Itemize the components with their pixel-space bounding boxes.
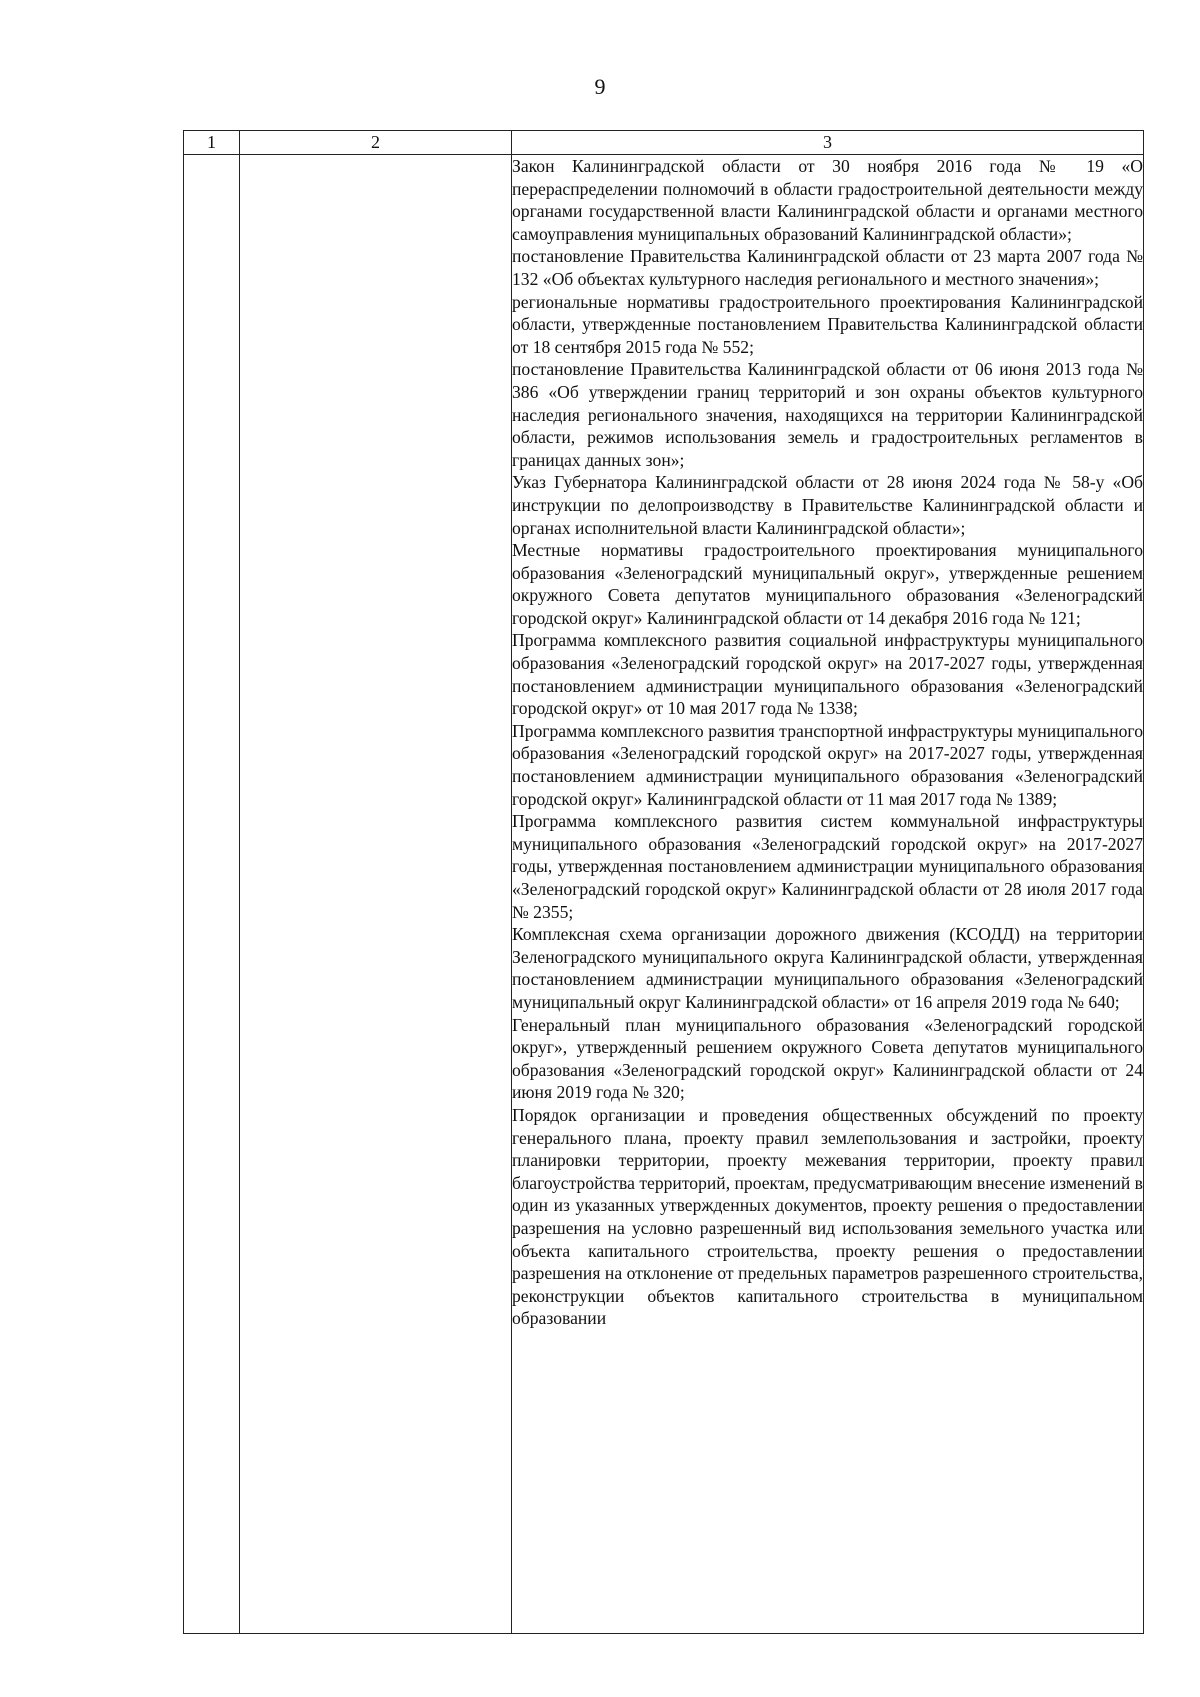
- legal-act-item: региональные нормативы градостроительного проектирования Калининградской области, утвержденные постановлением Правительства Калининградской области от 18 сентября 2015 года № 552;: [512, 291, 1143, 357]
- document-table: [183, 130, 1144, 1634]
- column-header-2: 2: [240, 131, 512, 155]
- table-row: [184, 155, 1144, 1634]
- column-header-1: 1: [184, 131, 240, 155]
- legal-act-item: Генеральный план муниципального образования «Зеленоградский городской округ», утвержденный решением окружного Совета депутатов муниципального образования «Зеленоградский городской округ» Калининградской области от 24 июня 2019 года № 320;: [512, 1014, 1143, 1103]
- cell-col-3: [512, 155, 1144, 1634]
- legal-act-item: Программа комплексного развития социальной инфраструктуры муниципального образования «Зеленоградский городской округ» на 2017-2027 годы, утвержденная постановлением администрации муниципального образования «Зеленоградский городской округ» от 10 мая 2017 года № 1338;: [512, 630, 1143, 719]
- legal-act-item: Закон Калининградской области от 30 ноября 2016 года № 19 «О перераспределении полномочий в области градостроительной деятельности между органами государственной власти Калининградской области и органами местного самоуправления муниципальных образований Калининградской области»;: [512, 156, 1143, 244]
- column-header-3: 3: [512, 131, 1144, 155]
- legal-act-item: постановление Правительства Калининградской области от 23 марта 2007 года № 132 «Об объектах культурного наследия регионального и местного значения»;: [512, 246, 1143, 289]
- legal-act-item: Программа комплексного развития систем коммунальной инфраструктуры муниципального образования «Зеленоградский городской округ» на 2017-2027 годы, утвержденная постановлением администрации муниципального образования «Зеленоградский городской округ» Калининградской области от 28 июля 2017 года № 2355;: [512, 811, 1143, 922]
- table-header-row: [184, 131, 1144, 155]
- legal-act-item: постановление Правительства Калининградской области от 06 июня 2013 года № 386 «Об утверждении границ территорий и зон охраны объектов культурного наследия регионального значения, находящихся на территории Калининградской области, режимов использования земель и градостроительных регламентов в границах данных зон»;: [512, 359, 1143, 470]
- legal-act-item: Порядок организации и проведения общественных обсуждений по проекту генерального плана, проекту правил землепользования и застройки, проекту планировки территории, проекту межевания территории, проекту правил благоустройства территорий, проектам, предусматривающим внесение изменений в один из указанных утвержденных документов, проекту решения о предоставлении разрешения на условно разрешенный вид использования земельного участка или объекта капитального строительства, проекту решения о предоставлении разрешения на отклонение от предельных параметров разрешенного строительства, реконструкции объектов капитального строительства в муниципальном образовании: [512, 1104, 1143, 1329]
- legal-act-item: Местные нормативы градостроительного проектирования муниципального образования «Зеленоградский муниципальный округ», утвержденные решением окружного Совета депутатов муниципального образования «Зеленоградский городской округ» Калининградской области от 14 декабря 2016 года № 121;: [512, 540, 1143, 628]
- page-number: 9: [594, 74, 606, 99]
- legal-act-item: Программа комплексного развития транспортной инфраструктуры муниципального образования «Зеленоградский городской округ» на 2017-2027 годы, утвержденная постановлением администрации муниципального образования «Зеленоградский городской округ» Калининградской области от 11 мая 2017 года № 1389;: [512, 720, 1143, 809]
- legal-act-item: Указ Губернатора Калининградской области от 28 июня 2024 года № 58-у «Об инструкции по делопроизводству в Правительстве Калининградской области и органах исполнительной власти Калининградской области»;: [512, 472, 1143, 538]
- cell-col-1: [184, 155, 240, 1634]
- legal-act-item: Комплексная схема организации дорожного движения (КСОДД) на территории Зеленоградского муниципального округа Калининградской области, утвержденная постановлением администрации муниципального образования «Зеленоградский муниципальный округ Калининградской области» от 16 апреля 2019 года № 640;: [512, 924, 1143, 1012]
- cell-col-2: [240, 155, 512, 1634]
